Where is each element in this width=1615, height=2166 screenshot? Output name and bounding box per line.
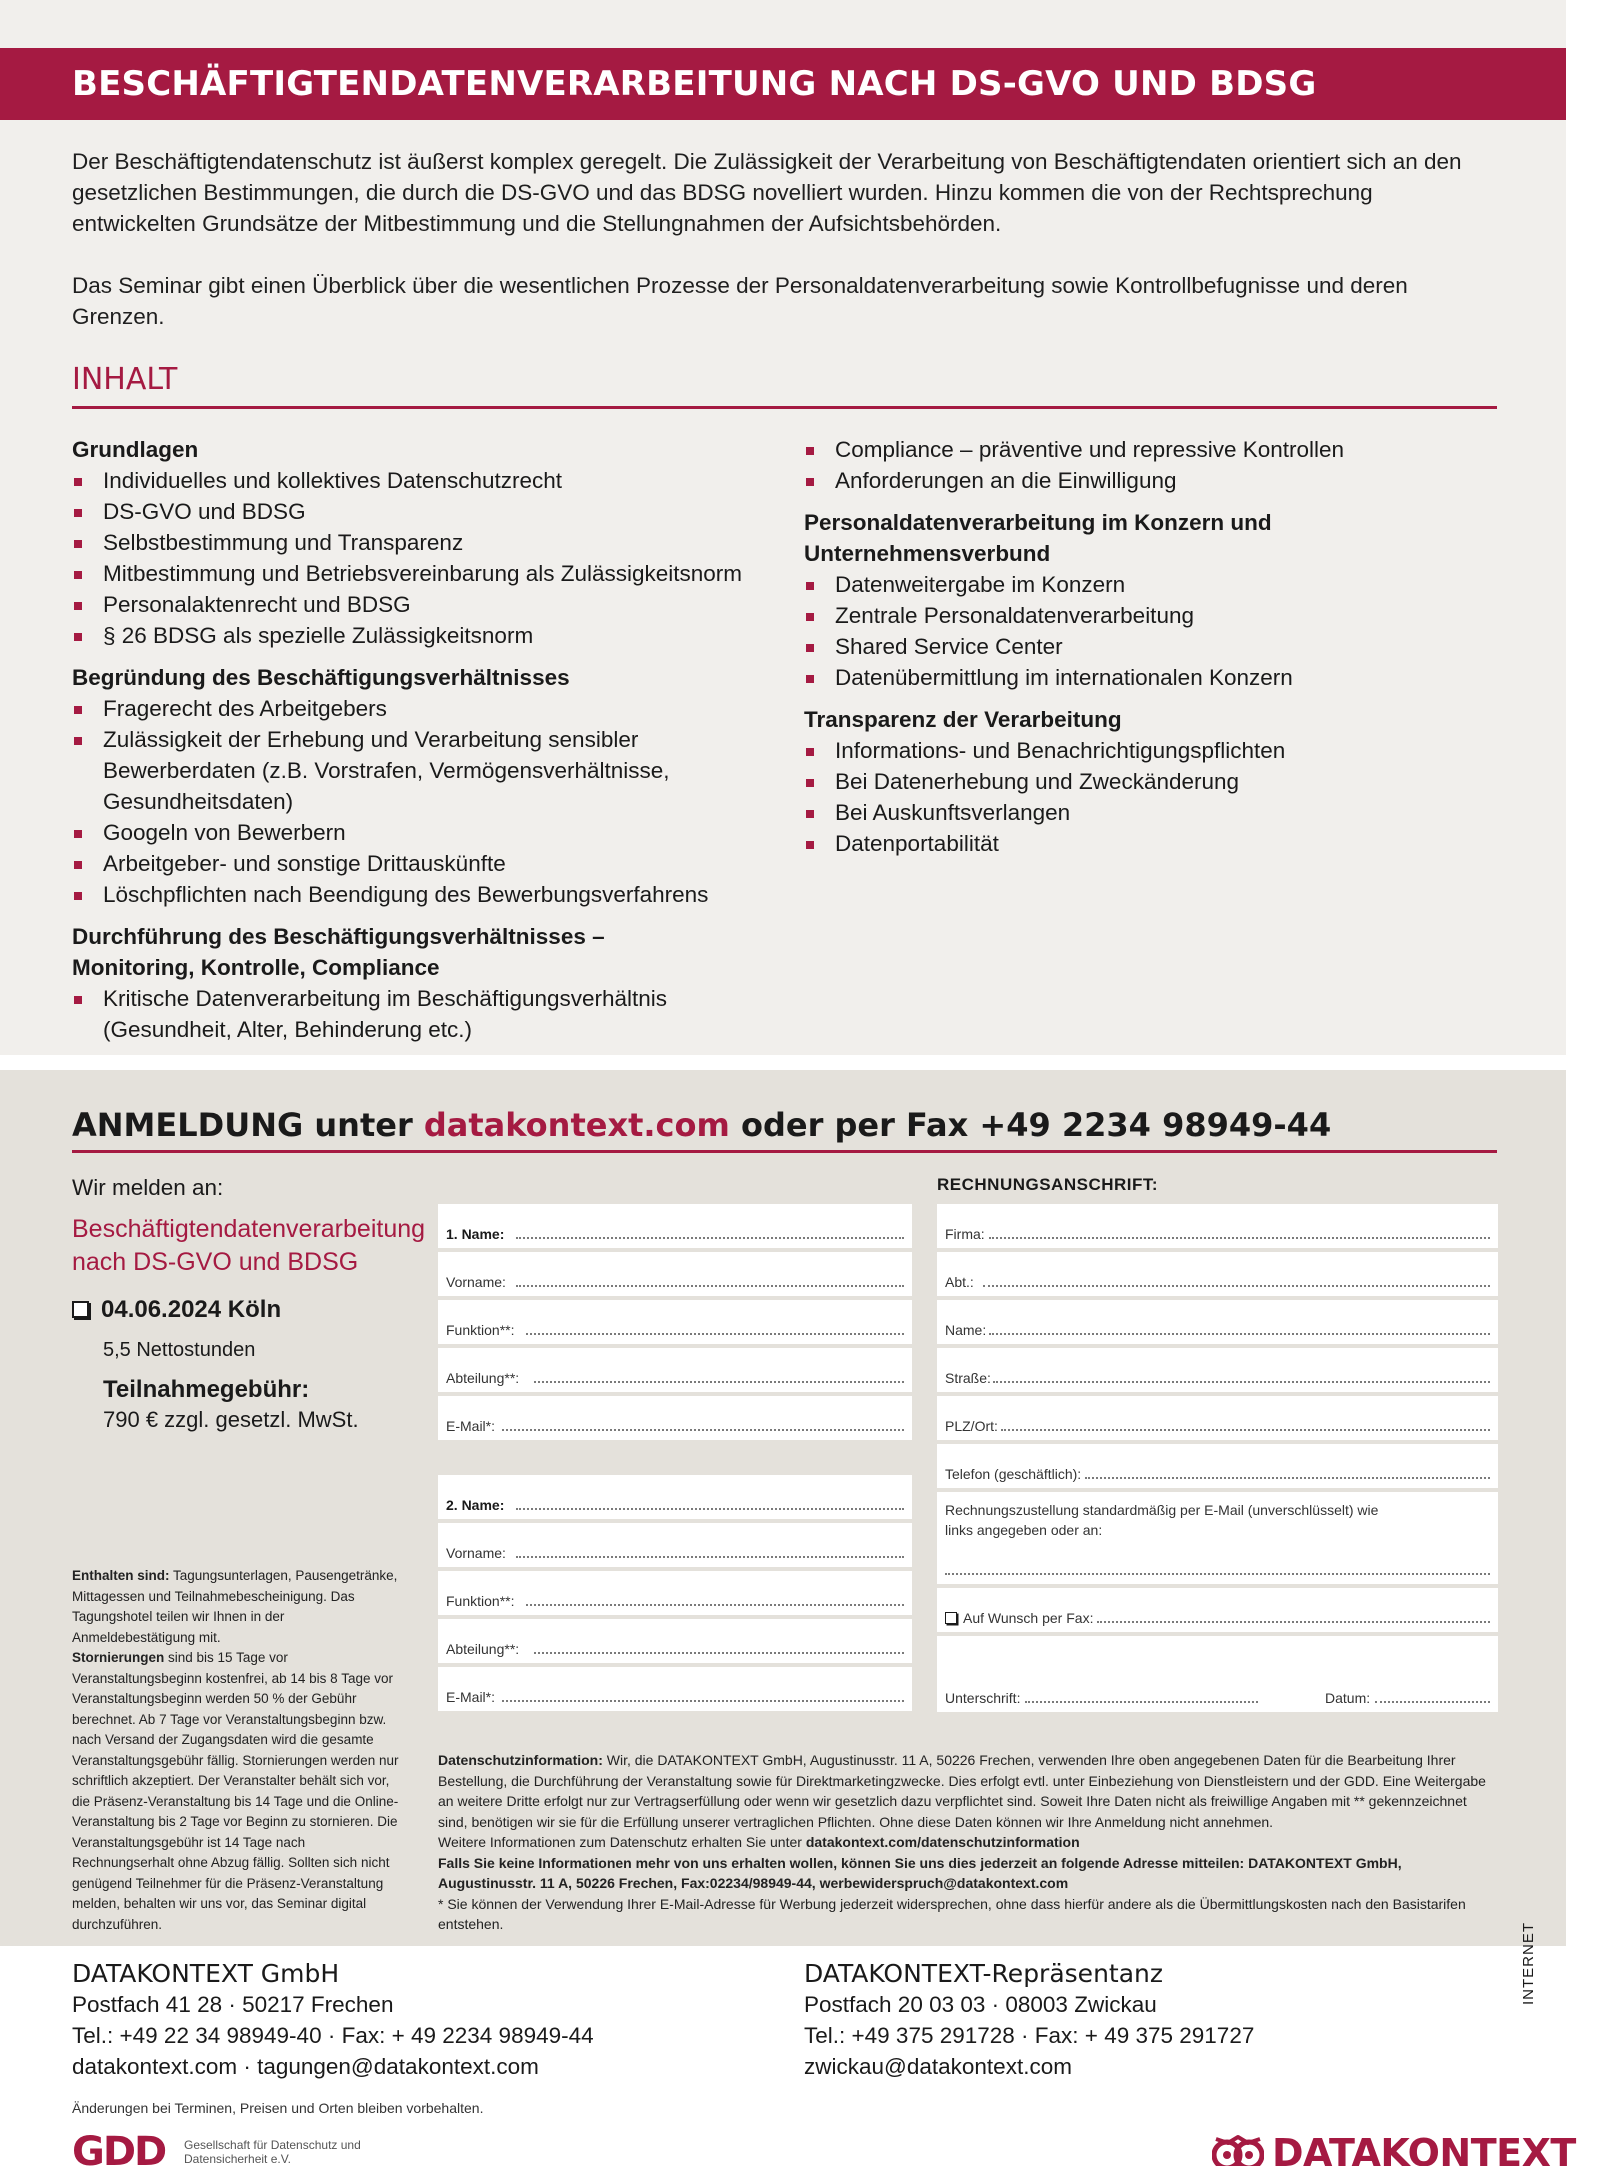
dotted-line — [502, 1700, 904, 1702]
list-item: Arbeitgeber- und sonstige Drittauskünfte — [72, 848, 772, 879]
list-item: Bei Datenerhebung und Zweckänderung — [804, 766, 1504, 797]
bullet-list — [804, 569, 1504, 693]
field-label: 1. Name: — [446, 1226, 505, 1242]
changes-note: Änderungen bei Terminen, Preisen und Orten bleiben vorbehalten. — [72, 2100, 484, 2116]
storno-label: Stornierungen — [72, 1650, 165, 1665]
privacy-label: Datenschutzinformation: — [438, 1752, 603, 1768]
bullet-list — [72, 693, 772, 910]
inhalt-heading: INHALT — [72, 362, 178, 397]
content-right-column — [804, 434, 1504, 859]
dotted-line — [993, 1381, 1490, 1383]
seminar-date-option[interactable] — [72, 1296, 281, 1324]
privacy-more-link[interactable]: datakontext.com/datenschutzinformation — [805, 1834, 1080, 1850]
field-label: Telefon (geschäftlich): — [945, 1466, 1082, 1482]
address-line: Tel.: +49 375 291728 · Fax: + 49 375 291727 — [804, 2023, 1255, 2048]
billing-abt-field[interactable] — [937, 1252, 1498, 1296]
list-item: Kritische Datenverarbeitung im Beschäftigungsverhältnis (Gesundheit, Alter, Behinderung etc.) — [72, 983, 682, 1045]
terms-text — [72, 1566, 402, 1935]
field-label: Funktion**: — [446, 1593, 515, 1609]
billing-email-note: Rechnungszustellung standardmäßig per E-Mail (unverschlüsselt) wie links angegeben oder an: — [945, 1502, 1379, 1538]
address-zwickau — [804, 1958, 1254, 2082]
gdd-logo: GDD — [72, 2129, 166, 2166]
field-label: Vorname: — [446, 1274, 506, 1290]
dotted-line — [945, 1573, 1490, 1575]
list-item: Individuelles und kollektives Datenschutzrecht — [72, 465, 772, 496]
address-frechen — [72, 1958, 594, 2082]
list-item: Selbstbestimmung und Transparenz — [72, 527, 772, 558]
field-label: Vorname: — [446, 1545, 506, 1561]
billing-firma-field[interactable] — [937, 1204, 1498, 1248]
owl-icon — [1212, 2131, 1264, 2166]
billing-plz-ort-field[interactable] — [937, 1396, 1498, 1440]
field-label: E-Mail*: — [446, 1689, 496, 1705]
included-text: Tagungsunterlagen, Pausengetränke, Mittagessen und Teilnahmebescheinigung. Das Tagungshotel teilen wir Ihnen in der Anmeldebestätigung mit. — [72, 1568, 398, 1645]
fax-checkbox[interactable] — [945, 1612, 957, 1624]
billing-name-field[interactable] — [937, 1300, 1498, 1344]
dotted-line — [1085, 1477, 1490, 1479]
section-heading: Begründung des Beschäftigungsverhältnisses — [72, 665, 570, 690]
list-item: Datenportabilität — [804, 828, 1504, 859]
bullet-list — [72, 983, 772, 1045]
dotted-line — [1025, 1701, 1258, 1703]
section-heading: Transparenz der Verarbeitung — [804, 707, 1122, 732]
side-label: INTERNET — [1520, 1922, 1537, 2005]
billing-fax-field[interactable] — [937, 1588, 1498, 1632]
list-item: Zulässigkeit der Erhebung und Verarbeitung sensibler Bewerberdaten (z.B. Vorstrafen, Vermögensverhältnisse, Gesundheitsdaten) — [72, 724, 772, 817]
section-heading: Grundlagen — [72, 437, 199, 462]
registration-rule — [72, 1150, 1497, 1153]
privacy-objection: Falls Sie keine Informationen mehr von uns erhalten wollen, können Sie uns dies jederzeit an folgende Adresse mitteilen: DATAKONTEXT GmbH, Augustinusstr. 11 A, 50226 Frechen, Fax:02234/98949-44, werbewiderspruch@datakontext.com — [438, 1854, 1402, 1891]
dotted-line — [516, 1556, 904, 1558]
list-item: Googeln von Bewerbern — [72, 817, 772, 848]
field-label: Abteilung**: — [446, 1370, 520, 1386]
dotted-line — [983, 1285, 1490, 1287]
seminar-hours: 5,5 Nettostunden — [103, 1339, 256, 1361]
person1-email-field[interactable] — [438, 1396, 912, 1440]
signature-label: Unterschrift: — [945, 1690, 1021, 1706]
included-label: Enthalten sind: — [72, 1568, 170, 1583]
wir-melden-label: Wir melden an: — [72, 1175, 224, 1200]
field-label: Firma: — [945, 1226, 985, 1242]
dotted-line — [516, 1508, 904, 1510]
field-label: 2. Name: — [446, 1497, 505, 1513]
person1-abteilung-field[interactable] — [438, 1348, 912, 1392]
person2-funktion-field[interactable] — [438, 1571, 912, 1615]
field-label: Name: — [945, 1322, 987, 1338]
inhalt-rule — [72, 406, 1497, 409]
field-label: Abt.: — [945, 1274, 974, 1290]
person2-abteilung-field[interactable] — [438, 1619, 912, 1663]
section-heading: Durchführung des Beschäftigungsverhältnisses – Monitoring, Kontrolle, Compliance — [72, 924, 605, 980]
address-line: datakontext.com · tagungen@datakontext.com — [72, 2054, 539, 2079]
field-label: PLZ/Ort: — [945, 1418, 998, 1434]
list-item: Informations- und Benachrichtigungspflichten — [804, 735, 1504, 766]
address-line: zwickau@datakontext.com — [804, 2054, 1072, 2079]
list-item: Datenübermittlung im internationalen Konzern — [804, 662, 1504, 693]
address-line: Postfach 41 28 · 50217 Frechen — [72, 1992, 394, 2017]
seminar-date: 04.06.2024 Köln — [101, 1296, 282, 1323]
seminar-title: Beschäftigtendatenverarbeitung nach DS-GVO und BDSG — [72, 1215, 426, 1276]
field-label: Auf Wunsch per Fax: — [963, 1610, 1094, 1626]
date-checkbox[interactable] — [72, 1301, 89, 1318]
list-item: § 26 BDSG als spezielle Zulässigkeitsnorm — [72, 620, 772, 651]
dotted-line — [502, 1429, 904, 1431]
person2-vorname-field[interactable] — [438, 1523, 912, 1567]
list-item: Compliance – präventive und repressive Kontrollen — [804, 434, 1504, 465]
datakontext-logo — [1212, 2130, 1576, 2166]
dotted-line — [1375, 1701, 1490, 1703]
list-item: Datenweitergabe im Konzern — [804, 569, 1504, 600]
list-item: Zentrale Personaldatenverarbeitung — [804, 600, 1504, 631]
rechnung-heading: RECHNUNGSANSCHRIFT: — [937, 1175, 1159, 1194]
dotted-line — [989, 1333, 1490, 1335]
dotted-line — [989, 1237, 1490, 1239]
bullet-list — [804, 434, 1504, 496]
list-item: Bei Auskunftsverlangen — [804, 797, 1504, 828]
dotted-line — [534, 1381, 904, 1383]
person2-name-field[interactable] — [438, 1475, 912, 1519]
list-item: Shared Service Center — [804, 631, 1504, 662]
field-label: Straße: — [945, 1370, 991, 1386]
fee-label: Teilnahmegebühr: — [103, 1376, 310, 1403]
list-item: Personalaktenrecht und BDSG — [72, 589, 772, 620]
person1-name-field[interactable] — [438, 1204, 912, 1248]
intro-text — [72, 146, 1492, 363]
dotted-line — [516, 1285, 904, 1287]
privacy-footnote: * Sie können der Verwendung Ihrer E-Mail-Adresse für Werbung jederzeit widersprechen, ohne dass hierfür andere als die Übermittlungskosten nach den Basistarifen entstehen. — [438, 1895, 1466, 1932]
dotted-line — [526, 1604, 904, 1606]
datakontext-wordmark: DATAKONTEXT — [1272, 2131, 1576, 2166]
gdd-subtitle: Gesellschaft für Datenschutz und Datensicherheit e.V. — [184, 2138, 361, 2166]
billing-strasse-field[interactable] — [937, 1348, 1498, 1392]
list-item: DS-GVO und BDSG — [72, 496, 772, 527]
registration-heading — [72, 1106, 1331, 1144]
privacy-body: Wir, die DATAKONTEXT GmbH, Augustinusstr. 11 A, 50226 Frechen, verwenden Ihre oben angegebenen Daten für die Bearbeitung Ihrer Bestellung, die Durchführung der Veranstaltung sowie für Direktmarketingzwecke. Dies erfolgt evtl. unter Einbeziehung von Dienstleistern und der GDD. Eine Weitergabe an weitere Dritte erfolgt nur zur Vertragserfüllung oder wenn wir gesetzlich dazu verpflichtet sind. Soweit Ihre Daten nicht als freiwillige Angaben mit ** gekennzeichnet sind, benötigen wir sie für die Erfüllung unserer vertraglichen Pflichten. Ohne diese Daten können wir Ihre Anmeldung nicht annehmen. — [438, 1752, 1486, 1830]
billing-telefon-field[interactable] — [937, 1444, 1498, 1488]
address-line: Postfach 20 03 03 · 08003 Zwickau — [804, 1992, 1157, 2017]
section-heading: Personaldatenverarbeitung im Konzern und Unternehmensverbund — [804, 510, 1272, 566]
list-item: Mitbestimmung und Betriebsvereinbarung als Zulässigkeitsnorm — [72, 558, 772, 589]
firm-name: DATAKONTEXT GmbH — [72, 1959, 340, 1988]
billing-email-field[interactable] — [937, 1492, 1498, 1584]
content-left-column — [72, 434, 772, 1045]
dotted-line — [534, 1652, 904, 1654]
list-item: Fragerecht des Arbeitgebers — [72, 693, 772, 724]
fee-value: 790 € zzgl. gesetzl. MwSt. — [103, 1407, 359, 1432]
page-title: BESCHÄFTIGTENDATENVERARBEITUNG NACH DS-GVO UND BDSG — [0, 48, 1566, 120]
registration-suffix: oder per Fax +49 2234 98949-44 — [729, 1106, 1332, 1144]
address-line: Tel.: +49 22 34 98949-40 · Fax: + 49 2234 98949-44 — [72, 2023, 594, 2048]
signature-field[interactable] — [937, 1636, 1498, 1712]
intro-paragraph: Der Beschäftigtendatenschutz ist äußerst komplex geregelt. Die Zulässigkeit der Verarbeitung von Beschäftigtendaten orientiert sich an den gesetzlichen Bestimmungen, die durch die DS-GVO und das BDSG novelliert wurden. Hinzu kommen die von der Rechtsprechung entwickelten Grundsätze der Mitbestimmung und die Stellungnahmen der Aufsichtsbehörden. — [72, 149, 1462, 236]
dotted-line — [1097, 1621, 1490, 1623]
field-label: E-Mail*: — [446, 1418, 496, 1434]
privacy-text — [438, 1750, 1498, 1935]
privacy-more-prefix: Weitere Informationen zum Datenschutz erhalten Sie unter — [438, 1834, 806, 1850]
firm-name: DATAKONTEXT-Repräsentanz — [804, 1959, 1163, 1988]
person1-funktion-field[interactable] — [438, 1300, 912, 1344]
bullet-list — [804, 735, 1504, 859]
registration-url-link[interactable]: datakontext.com — [423, 1106, 730, 1144]
field-label: Funktion**: — [446, 1322, 515, 1338]
list-item: Löschpflichten nach Beendigung des Bewerbungsverfahrens — [72, 879, 772, 910]
list-item: Anforderungen an die Einwilligung — [804, 465, 1504, 496]
field-label: Abteilung**: — [446, 1641, 520, 1657]
intro-paragraph: Das Seminar gibt einen Überblick über die wesentlichen Prozesse der Personaldatenverarbeitung sowie Kontrollbefugnisse und deren Grenzen. — [72, 273, 1408, 329]
date-field-label: Datum: — [1325, 1690, 1371, 1706]
dotted-line — [526, 1333, 904, 1335]
registration-prefix: ANMELDUNG unter — [72, 1106, 424, 1144]
dotted-line — [516, 1237, 904, 1239]
person1-vorname-field[interactable] — [438, 1252, 912, 1296]
dotted-line — [1001, 1429, 1490, 1431]
person2-email-field[interactable] — [438, 1667, 912, 1711]
bullet-list — [72, 465, 772, 651]
storno-text: sind bis 15 Tage vor Veranstaltungsbeginn kostenfrei, ab 14 bis 8 Tage vor Veranstaltungsbeginn werden 50 % der Gebühr berechnet. Ab 7 Tage vor Veranstaltungsbeginn bzw. nach Versand der Zugangsdaten wird die gesamte Veranstaltungsgebühr fällig. Stornierungen werden nur schriftlich akzeptiert. Der Veranstalter behält sich vor, die Präsenz-Veranstaltung bis 14 Tage und die Online-Veranstaltung bis 2 Tage vor Beginn zu stornieren. Die Veranstaltungsgebühr ist 14 Tage nach Rechnungserhalt ohne Abzug fällig. Sollten sich nicht genügend Teilnehmer für die Präsenz-Veranstaltung melden, behalten wir uns vor, das Seminar digital durchzuführen. — [72, 1650, 399, 1932]
